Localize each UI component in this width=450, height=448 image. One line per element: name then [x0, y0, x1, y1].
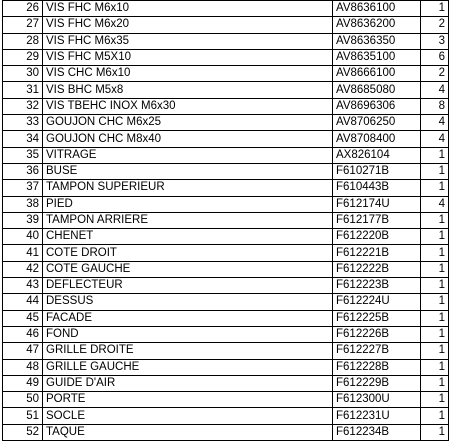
table-row — [3, 424, 449, 440]
part-reference-cell: F612221B — [333, 245, 421, 261]
part-reference-cell: F612220B — [333, 229, 421, 245]
item-number-cell: 28 — [3, 33, 43, 49]
quantity-cell: 1 — [421, 245, 449, 261]
part-reference-cell: F612300U — [333, 392, 421, 408]
table-row — [3, 229, 449, 245]
table-row — [3, 66, 449, 82]
item-number-cell: 51 — [3, 408, 43, 424]
part-reference-cell: F610443B — [333, 180, 421, 196]
quantity-cell: 1 — [421, 326, 449, 342]
part-name-cell: VIS FHC M6x10 — [43, 1, 333, 17]
quantity-cell: 3 — [421, 33, 449, 49]
part-name-cell: DEFLECTEUR — [43, 278, 333, 294]
quantity-cell: 2 — [421, 66, 449, 82]
part-reference-cell: F612222B — [333, 261, 421, 277]
part-reference-cell: F612228B — [333, 359, 421, 375]
item-number-cell: 35 — [3, 147, 43, 163]
item-number-cell: 47 — [3, 343, 43, 359]
part-name-cell: FOND — [43, 326, 333, 342]
item-number-cell: 29 — [3, 49, 43, 65]
quantity-cell: 1 — [421, 229, 449, 245]
part-reference-cell: AV8685080 — [333, 82, 421, 98]
part-reference-cell: AV8636100 — [333, 1, 421, 17]
table-row — [3, 408, 449, 424]
part-name-cell: TAMPON SUPERIEUR — [43, 180, 333, 196]
part-name-cell: VIS FHC M6x20 — [43, 17, 333, 33]
item-number-cell: 45 — [3, 310, 43, 326]
item-number-cell: 31 — [3, 82, 43, 98]
table-row — [3, 359, 449, 375]
quantity-cell: 1 — [421, 294, 449, 310]
part-name-cell: GOUJON CHC M6x25 — [43, 115, 333, 131]
quantity-cell: 1 — [421, 163, 449, 179]
table-row — [3, 245, 449, 261]
item-number-cell: 52 — [3, 424, 43, 440]
quantity-cell: 1 — [421, 180, 449, 196]
part-name-cell: VIS CHC M6x10 — [43, 66, 333, 82]
table-row — [3, 98, 449, 114]
table-row — [3, 392, 449, 408]
part-name-cell: GOUJON CHC M8x40 — [43, 131, 333, 147]
quantity-cell: 1 — [421, 408, 449, 424]
quantity-cell: 1 — [421, 261, 449, 277]
item-number-cell: 48 — [3, 359, 43, 375]
part-name-cell: GRILLE DROITE — [43, 343, 333, 359]
part-reference-cell: F612224U — [333, 294, 421, 310]
part-reference-cell: AV8636350 — [333, 33, 421, 49]
table-row — [3, 261, 449, 277]
quantity-cell: 6 — [421, 49, 449, 65]
table-row — [3, 17, 449, 33]
part-name-cell: VITRAGE — [43, 147, 333, 163]
table-row — [3, 180, 449, 196]
item-number-cell: 41 — [3, 245, 43, 261]
part-name-cell: PIED — [43, 196, 333, 212]
quantity-cell: 4 — [421, 131, 449, 147]
part-name-cell: TAMPON ARRIERE — [43, 212, 333, 228]
item-number-cell: 40 — [3, 229, 43, 245]
part-name-cell: BUSE — [43, 163, 333, 179]
part-reference-cell: F612226B — [333, 326, 421, 342]
parts-table — [2, 0, 449, 441]
table-row — [3, 82, 449, 98]
part-name-cell: GRILLE GAUCHE — [43, 359, 333, 375]
part-name-cell: VIS BHC M5x8 — [43, 82, 333, 98]
part-name-cell: SOCLE — [43, 408, 333, 424]
quantity-cell: 4 — [421, 82, 449, 98]
quantity-cell: 1 — [421, 359, 449, 375]
table-row — [3, 310, 449, 326]
part-name-cell: COTE GAUCHE — [43, 261, 333, 277]
table-row — [3, 163, 449, 179]
quantity-cell: 1 — [421, 392, 449, 408]
quantity-cell: 4 — [421, 196, 449, 212]
part-name-cell: PORTE — [43, 392, 333, 408]
table-row — [3, 196, 449, 212]
item-number-cell: 38 — [3, 196, 43, 212]
quantity-cell: 8 — [421, 98, 449, 114]
item-number-cell: 50 — [3, 392, 43, 408]
quantity-cell: 1 — [421, 147, 449, 163]
table-row — [3, 326, 449, 342]
part-reference-cell: AX826104 — [333, 147, 421, 163]
table-row — [3, 115, 449, 131]
part-name-cell: GUIDE D'AIR — [43, 375, 333, 391]
part-reference-cell: F612223B — [333, 278, 421, 294]
part-reference-cell: AV8706250 — [333, 115, 421, 131]
part-reference-cell: F612177B — [333, 212, 421, 228]
part-name-cell: CHENET — [43, 229, 333, 245]
table-row — [3, 278, 449, 294]
part-reference-cell: F612227B — [333, 343, 421, 359]
item-number-cell: 36 — [3, 163, 43, 179]
item-number-cell: 43 — [3, 278, 43, 294]
table-row — [3, 212, 449, 228]
table-row — [3, 1, 449, 17]
parts-table-body — [3, 1, 449, 441]
item-number-cell: 44 — [3, 294, 43, 310]
part-reference-cell: AV8635100 — [333, 49, 421, 65]
item-number-cell: 26 — [3, 1, 43, 17]
table-row — [3, 33, 449, 49]
table-row — [3, 343, 449, 359]
table-row — [3, 375, 449, 391]
item-number-cell: 30 — [3, 66, 43, 82]
item-number-cell: 37 — [3, 180, 43, 196]
part-name-cell: FACADE — [43, 310, 333, 326]
part-reference-cell: F612234B — [333, 424, 421, 440]
item-number-cell: 49 — [3, 375, 43, 391]
item-number-cell: 42 — [3, 261, 43, 277]
part-reference-cell: F612229B — [333, 375, 421, 391]
table-row — [3, 294, 449, 310]
quantity-cell: 1 — [421, 278, 449, 294]
quantity-cell: 1 — [421, 212, 449, 228]
part-name-cell: TAQUE — [43, 424, 333, 440]
part-name-cell: VIS FHC M6x35 — [43, 33, 333, 49]
part-reference-cell: AV8696306 — [333, 98, 421, 114]
quantity-cell: 1 — [421, 375, 449, 391]
part-name-cell: VIS TBEHC INOX M6x30 — [43, 98, 333, 114]
part-reference-cell: F612225B — [333, 310, 421, 326]
part-name-cell: VIS FHC M5X10 — [43, 49, 333, 65]
quantity-cell: 1 — [421, 424, 449, 440]
table-row — [3, 49, 449, 65]
part-reference-cell: F612174U — [333, 196, 421, 212]
quantity-cell: 1 — [421, 343, 449, 359]
quantity-cell: 1 — [421, 310, 449, 326]
item-number-cell: 32 — [3, 98, 43, 114]
part-name-cell: COTE DROIT — [43, 245, 333, 261]
item-number-cell: 46 — [3, 326, 43, 342]
part-reference-cell: F610271B — [333, 163, 421, 179]
part-name-cell: DESSUS — [43, 294, 333, 310]
item-number-cell: 27 — [3, 17, 43, 33]
part-reference-cell: F612231U — [333, 408, 421, 424]
table-row — [3, 131, 449, 147]
item-number-cell: 39 — [3, 212, 43, 228]
item-number-cell: 34 — [3, 131, 43, 147]
part-reference-cell: AV8666100 — [333, 66, 421, 82]
quantity-cell: 4 — [421, 115, 449, 131]
quantity-cell: 2 — [421, 17, 449, 33]
item-number-cell: 33 — [3, 115, 43, 131]
part-reference-cell: AV8636200 — [333, 17, 421, 33]
table-row — [3, 147, 449, 163]
quantity-cell: 1 — [421, 1, 449, 17]
part-reference-cell: AV8708400 — [333, 131, 421, 147]
